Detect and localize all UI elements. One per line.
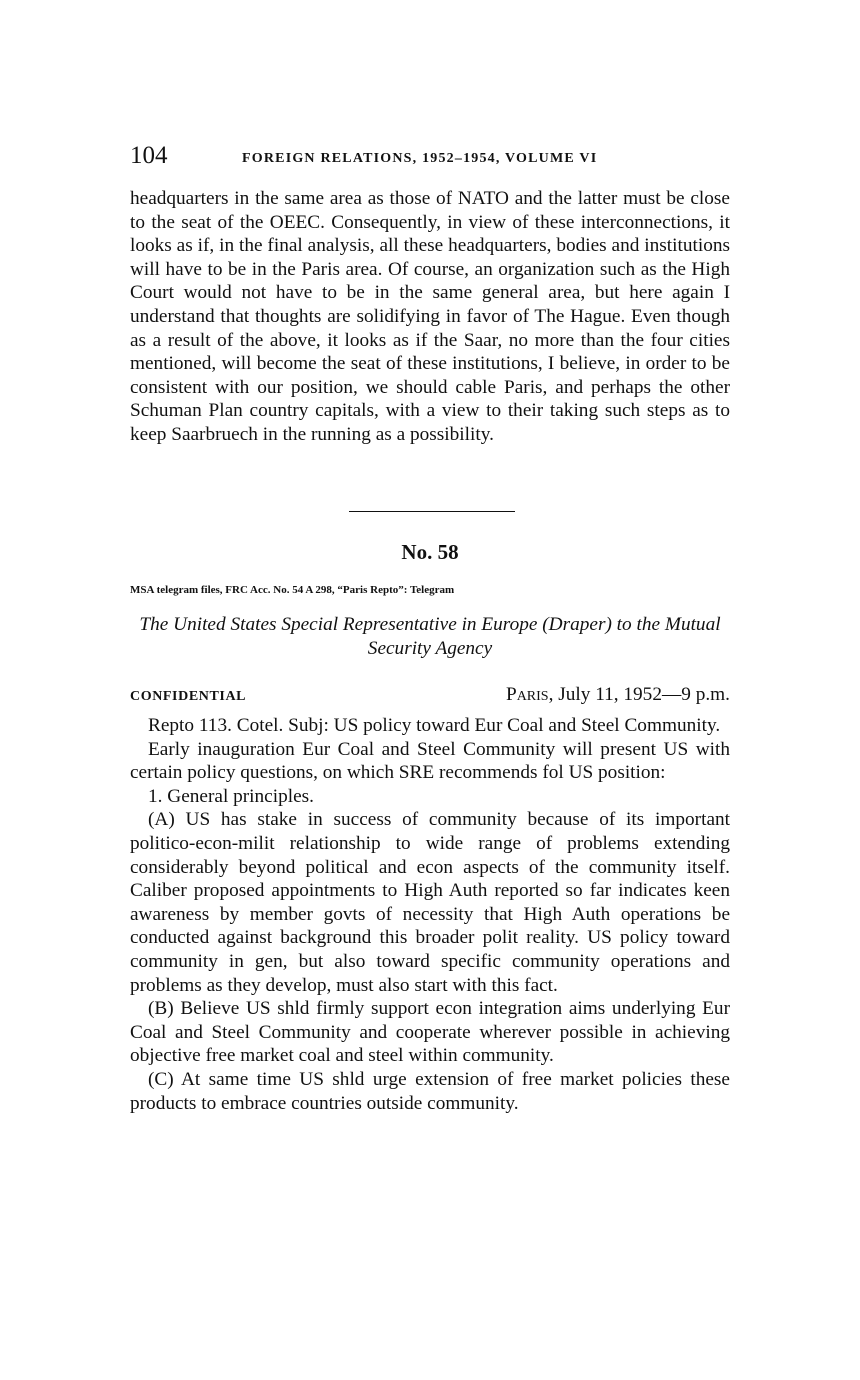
paragraph: (C) At same time US shld urge extension of free market policies these products to embrace countries outside community. (130, 1068, 730, 1114)
dateline (130, 684, 730, 710)
paragraph: Early inauguration Eur Coal and Steel Community will present US with certain policy questions, on which SRE recommends fol US position: (130, 738, 730, 784)
date-time: , July 11, 1952—9 p.m. (548, 684, 730, 705)
classification-label: CONFIDENTIAL (130, 689, 247, 704)
paragraph: 1. General principles. (148, 785, 314, 807)
running-title: FOREIGN RELATIONS, 1952–1954, VOLUME VI (242, 151, 598, 166)
telegram-body (130, 714, 730, 1115)
paragraph: Repto 113. Cotel. Subj: US policy toward Eur Coal and Steel Community. (148, 715, 721, 736)
section-divider (349, 511, 515, 512)
place-date (506, 684, 730, 706)
page-number: 104 (130, 142, 168, 169)
document-title: The United States Special Representative in Europe (Draper) to the Mutual Security Agency (139, 614, 721, 659)
continued-paragraph: headquarters in the same area as those of NATO and the latter must be close to the seat of the OEEC. Consequently, in view of these interconnections, it looks as if, in the final analysis, all these headquarters, bodies and institutions will have to be in the Paris area. Of course, an organization such as the High Court would not have to be in the same general area, but here again I understand that thoughts are solidifying in favor of The Hague. Even though as a result of the above, it looks as if the Saar, no more than the four cities mentioned, will become the seat of these institutions, I believe, in order to be consistent with our position, we should cable Paris, and perhaps the other Schuman Plan country capitals, with a view to their taking such steps as to keep Saarbruech in the running as a possibility. (130, 188, 730, 445)
running-head (130, 142, 730, 178)
source-note: MSA telegram files, FRC Acc. No. 54 A 298, “Paris Repto”: Telegram (130, 584, 455, 596)
paragraph: (A) US has stake in success of community because of its important politico-econ-milit relationship to wide range of problems extending considerably beyond political and econ aspects of the community itself. Caliber proposed appointments to High Auth reported so far indicates keen awareness by member govts of necessity that High Auth operations be conducted against background this broader polit reality. US policy toward community in gen, but also toward specific community operations and problems as they develop, must also start with this fact. (130, 809, 730, 996)
document-number: No. 58 (401, 540, 459, 564)
place-name: Paris (505, 684, 549, 705)
paragraph: (B) Believe US shld firmly support econ integration aims underlying Eur Coal and Steel Community and cooperate wherever possible in achieving objective free market coal and steel within community. (130, 998, 730, 1067)
